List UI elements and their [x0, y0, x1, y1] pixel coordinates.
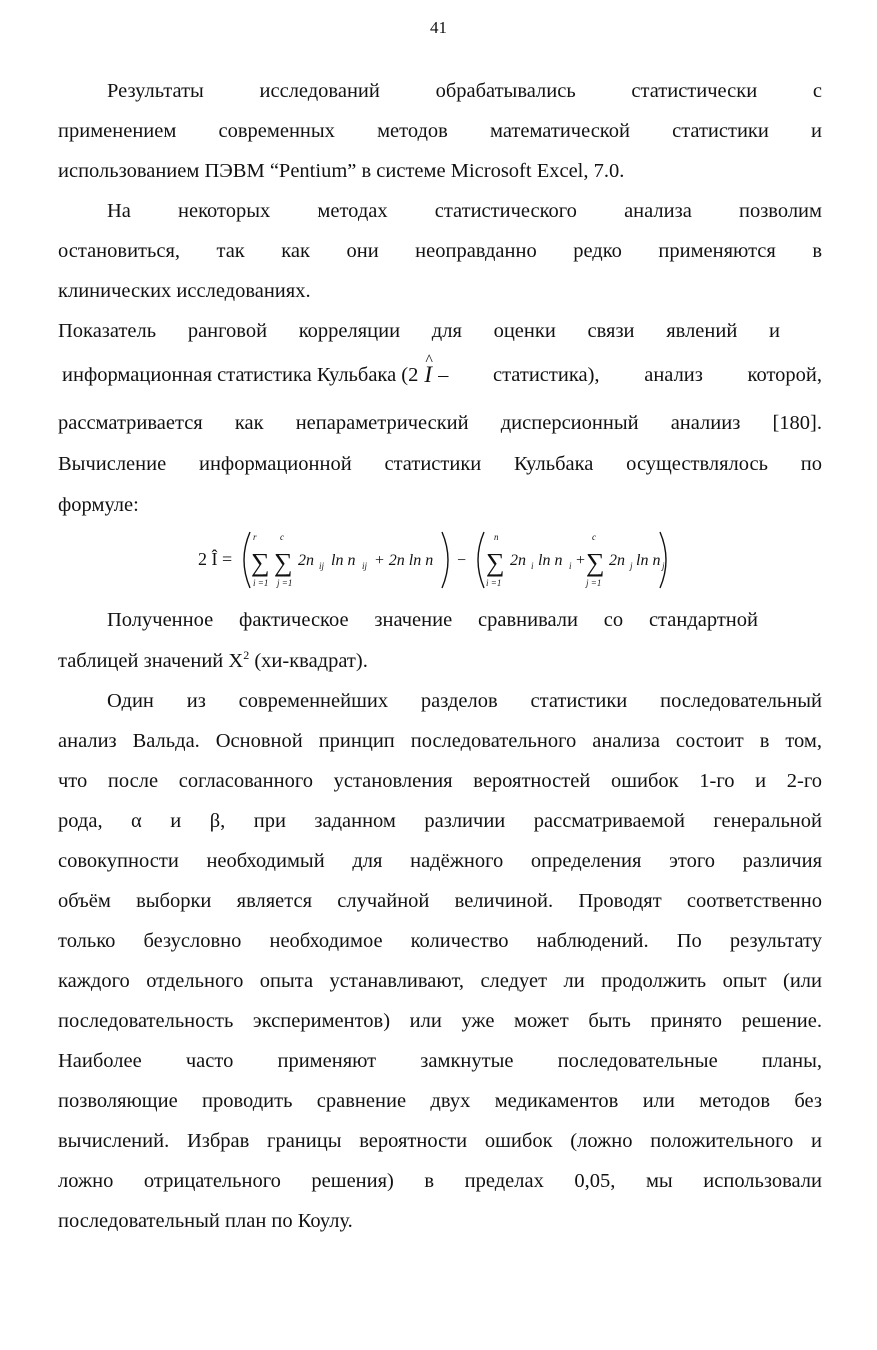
text-line: рода, α и β, при заданном различии рассматриваемой генеральной	[58, 810, 822, 832]
sum2-bot: i =1	[486, 578, 502, 588]
text-line-part: (хи-квадрат).	[254, 650, 368, 672]
text-line: ложно отрицательного решения) в пределах 0,05, мы использовали	[58, 1170, 822, 1192]
formula-plus: +	[576, 552, 586, 569]
term4-ln: ln n	[636, 552, 661, 569]
term1-ln-sub: ij	[362, 561, 368, 571]
text-line-with-symbol	[62, 361, 822, 389]
formula-minus: −	[457, 552, 467, 569]
text-line: применением современных методов математической статистики и	[58, 120, 822, 142]
sigma-1b: ∑	[274, 548, 293, 577]
text-line-part: таблицей значений Х	[58, 650, 244, 672]
text-line: Результаты исследований обрабатывались статистически с	[107, 80, 822, 102]
kullback-formula	[198, 528, 668, 592]
text-line: последовательный план по Коулу.	[58, 1210, 353, 1232]
sum1-top-a: r	[253, 532, 257, 542]
i-hat-symbol: ^ I	[424, 361, 432, 389]
left-paren-2	[478, 532, 484, 588]
text-line-part: – статистика), анализ которой,	[438, 364, 822, 386]
text-line: что после согласованного установления вероятностей ошибок 1-го и 2-го	[58, 770, 822, 792]
left-paren-1	[244, 532, 250, 588]
text-line: формуле:	[58, 494, 139, 516]
text-line: Наиболее часто применяют замкнутые последовательные планы,	[58, 1050, 822, 1072]
text-line: клинических исследованиях.	[58, 280, 311, 302]
page-number: 41	[430, 18, 447, 37]
term3: 2n	[510, 552, 526, 569]
sum2-top: n	[494, 532, 499, 542]
text-line: совокупности необходимый для надёжного определения этого различия	[58, 850, 822, 872]
text-line: анализ Вальда. Основной принцип последовательного анализа состоит в том,	[58, 730, 822, 752]
right-paren-2	[660, 532, 666, 588]
sigma-2: ∑	[486, 548, 505, 577]
sum3-top: c	[592, 532, 596, 542]
formula-svg	[198, 528, 668, 592]
sum1-top-b: c	[280, 532, 284, 542]
sum3-bot: j =1	[586, 578, 602, 588]
text-line: Вычисление информационной статистики Кульбака осуществлялось по	[58, 453, 822, 475]
sum1-bot-a: i =1	[253, 578, 269, 588]
text-line: каждого отдельного опыта устанавливают, следует ли продолжить опыт (или	[58, 970, 822, 992]
right-paren-1	[442, 532, 448, 588]
superscript: 2	[243, 648, 250, 663]
term1: 2n	[298, 552, 314, 569]
sigma-1a: ∑	[251, 548, 270, 577]
term3-sub: i	[531, 561, 534, 571]
text-line: Показатель ранговой корреляции для оценки связи явлений и	[58, 320, 780, 342]
term3-ln: ln n	[538, 552, 563, 569]
text-line: На некоторых методах статистического анализа позволим	[107, 200, 822, 222]
text-line: остановиться, так как они неоправданно редко применяются в	[58, 240, 822, 262]
term4-ln-sub: j	[662, 561, 665, 571]
text-line-part: информационная статистика Кульбака (2	[62, 364, 419, 386]
text-line: использованием ПЭВМ “Pentium” в системе Microsoft Excel, 7.0.	[58, 160, 625, 182]
text-line: объём выборки является случайной величиной. Проводят соответственно	[58, 890, 822, 912]
term1-sub: ij	[319, 561, 325, 571]
text-line: последовательность экспериментов) или уже может быть принято решение.	[58, 1010, 822, 1032]
term1-ln: ln n	[331, 552, 356, 569]
text-line: Один из современнейших разделов статистики последовательный	[107, 690, 822, 712]
text-line: вычислений. Избрав границы вероятности ошибок (ложно положительного и	[58, 1130, 822, 1152]
text-line: рассматривается как непараметрический дисперсионный аналииз [180].	[58, 412, 822, 434]
sum1-bot-b: j =1	[277, 578, 293, 588]
term2: + 2n ln n	[374, 552, 434, 569]
term4-sub: j	[630, 561, 633, 571]
text-line: позволяющие проводить сравнение двух медикаментов или методов без	[58, 1090, 822, 1112]
text-line: только безусловно необходимое количество наблюдений. По результату	[58, 930, 822, 952]
term4: 2n	[609, 552, 625, 569]
text-line: Полученное фактическое значение сравнивали со стандартной	[107, 609, 758, 631]
term3-ln-sub: i	[569, 561, 572, 571]
text-line-with-superscript	[58, 647, 822, 675]
sigma-3: ∑	[586, 548, 605, 577]
formula-lhs: 2 Î =	[198, 549, 233, 569]
